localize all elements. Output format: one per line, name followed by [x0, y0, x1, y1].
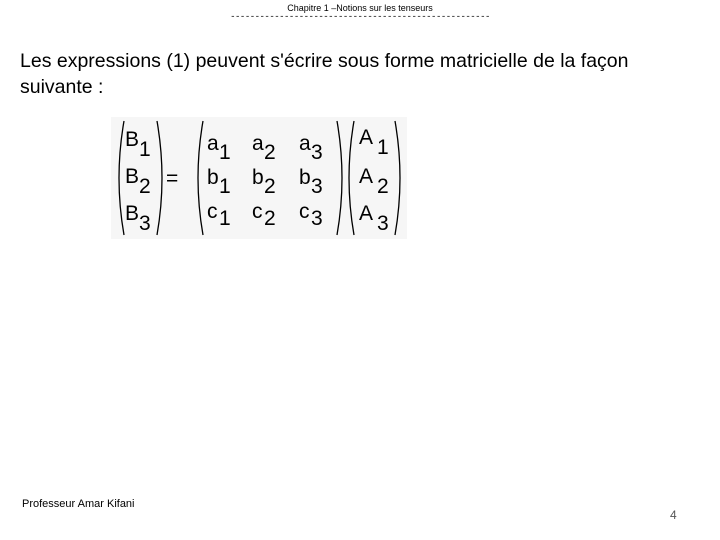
matrix-sub-3-2: 2: [264, 207, 276, 230]
matrix-open-paren: [198, 121, 203, 235]
matrix-close-paren: [337, 121, 342, 235]
rhs-var-2: A: [359, 165, 374, 188]
lhs-sub-2: 2: [139, 175, 151, 198]
matrix-sub-3-1: 1: [219, 207, 231, 230]
header-rule: -----------------------------------------------------: [230, 12, 490, 22]
page-number: 4: [670, 508, 677, 522]
lhs-close-paren: [157, 121, 162, 235]
matrix-sub-3-3: 3: [311, 207, 323, 230]
intro-paragraph: Les expressions (1) peuvent s'écrire sous forme matricielle de la façon suivante :: [20, 50, 629, 98]
matrix-cell-2-2: b: [252, 166, 264, 189]
matrix-cell-1-1: a: [207, 132, 219, 155]
matrix-sub-2-1: 1: [219, 175, 231, 198]
lhs-open-paren: [119, 121, 124, 235]
lhs-sub-3: 3: [139, 212, 151, 235]
matrix-cell-1-2: a: [252, 132, 264, 155]
matrix-cell-2-1: b: [207, 166, 219, 189]
rhs-sub-3: 3: [377, 212, 389, 235]
header-title: Chapitre 1 –Notions sur les tenseurs: [287, 3, 433, 13]
matrix-cell-3-2: c: [252, 200, 263, 223]
rhs-close-paren: [395, 121, 400, 235]
rhs-var-1: A: [359, 126, 374, 149]
matrix-cell-3-3: c: [299, 200, 310, 223]
lhs-var-2: B: [125, 165, 140, 188]
matrix-equation: [111, 117, 407, 239]
rhs-sub-1: 1: [377, 136, 389, 159]
matrix-sub-1-1: 1: [219, 141, 231, 164]
footer-author: Professeur Amar Kifani: [22, 498, 135, 510]
matrix-sub-1-3: 3: [311, 141, 323, 164]
rhs-var-3: A: [359, 202, 374, 225]
lhs-var-1: B: [125, 128, 140, 151]
rhs-open-paren: [349, 121, 354, 235]
matrix-cell-1-3: a: [299, 132, 311, 155]
matrix-equation-svg: [111, 117, 407, 239]
matrix-sub-1-2: 2: [264, 141, 276, 164]
matrix-cell-2-3: b: [299, 166, 311, 189]
equals-sign: =: [166, 167, 179, 190]
lhs-var-3: B: [125, 202, 140, 225]
matrix-sub-2-3: 3: [311, 175, 323, 198]
rhs-sub-2: 2: [377, 175, 389, 198]
matrix-cell-3-1: c: [207, 200, 218, 223]
matrix-sub-2-2: 2: [264, 175, 276, 198]
lhs-sub-1: 1: [139, 138, 151, 161]
